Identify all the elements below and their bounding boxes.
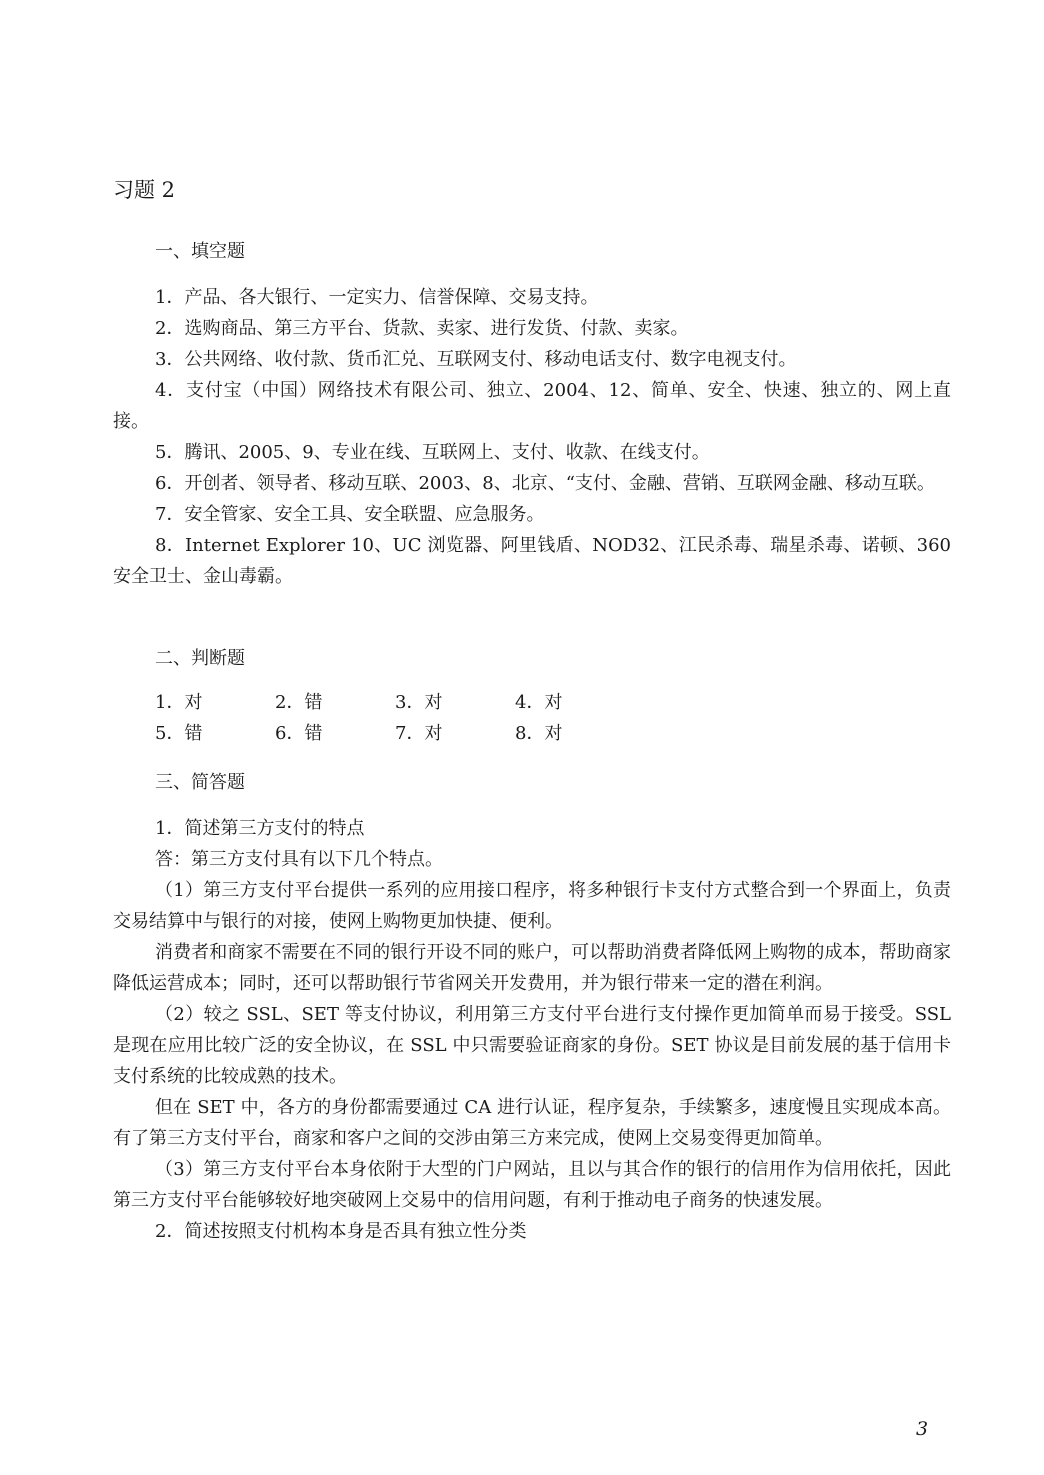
answer-row xyxy=(155,718,635,749)
page-number: 3 xyxy=(916,1418,929,1440)
section-heading-short-answer: 三、简答题 xyxy=(155,772,245,793)
true-false-answers xyxy=(155,687,635,749)
answer-intro: 答：第三方支付具有以下几个特点。 xyxy=(155,849,443,870)
short-answer-body xyxy=(113,813,951,1247)
answer-paragraph: 但在 SET 中，各方的身份都需要通过 CA 进行认证，程序复杂，手续繁多，速度慢且实现成本高。有了第三方支付平台，商家和客户之间的交涉由第三方来完成，使网上交易变得更加简单。 xyxy=(113,1097,951,1149)
question-2: 2．简述按照支付机构本身是否具有独立性分类 xyxy=(155,1221,527,1242)
question-1: 1．简述第三方支付的特点 xyxy=(155,818,365,839)
answer-cell: 3．对 xyxy=(395,692,443,713)
answer-item: 2．选购商品、第三方平台、货款、卖家、进行发货、付款、卖家。 xyxy=(155,318,689,339)
answer-item: 6．开创者、领导者、移动互联、2003、8、北京、“支付、金融、营销、互联网金融、移动互联。 xyxy=(155,473,935,494)
answer-item: 4．支付宝（中国）网络技术有限公司、独立、2004、12、简单、安全、快速、独立的、网上直接。 xyxy=(113,380,951,432)
answer-cell: 1．对 xyxy=(155,692,203,713)
answer-paragraph: （2）较之 SSL、SET 等支付协议，利用第三方支付平台进行支付操作更加简单而易于接受。SSL 是现在应用比较广泛的安全协议，在 SSL 中只需要验证商家的身份。SET 协议是目前发展的基于信用卡支付系统的比较成熟的技术。 xyxy=(113,1004,951,1087)
answer-item: 8．Internet Explorer 10、UC 浏览器、阿里钱盾、NOD32、江民杀毒、瑞星杀毒、诺顿、360 安全卫士、金山毒霸。 xyxy=(113,535,951,587)
answer-cell: 6．错 xyxy=(275,723,323,744)
answer-item: 3．公共网络、收付款、货币汇兑、互联网支付、移动电话支付、数字电视支付。 xyxy=(155,349,797,370)
section-heading-fill-blank: 一、填空题 xyxy=(155,241,245,262)
answer-cell: 4．对 xyxy=(515,692,563,713)
answer-row xyxy=(155,687,635,718)
answer-cell: 8．对 xyxy=(515,723,563,744)
fill-blank-answers xyxy=(113,282,951,592)
answer-item: 5．腾讯、2005、9、专业在线、互联网上、支付、收款、在线支付。 xyxy=(155,442,710,463)
answer-cell: 5．错 xyxy=(155,723,203,744)
exercise-title: 习题 2 xyxy=(113,178,176,202)
answer-cell: 7．对 xyxy=(395,723,443,744)
answer-paragraph: （1）第三方支付平台提供一系列的应用接口程序，将多种银行卡支付方式整合到一个界面上，负责交易结算中与银行的对接，使网上购物更加快捷、便利。 xyxy=(113,880,951,932)
answer-cell: 2．错 xyxy=(275,692,323,713)
answer-paragraph: 消费者和商家不需要在不同的银行开设不同的账户，可以帮助消费者降低网上购物的成本，帮助商家降低运营成本；同时，还可以帮助银行节省网关开发费用，并为银行带来一定的潜在利润。 xyxy=(113,942,951,994)
answer-item: 1．产品、各大银行、一定实力、信誉保障、交易支持。 xyxy=(155,287,599,308)
answer-paragraph: （3）第三方支付平台本身依附于大型的门户网站，且以与其合作的银行的信用作为信用依托，因此第三方支付平台能够较好地突破网上交易中的信用问题，有利于推动电子商务的快速发展。 xyxy=(113,1159,951,1211)
section-heading-true-false: 二、判断题 xyxy=(155,648,245,669)
answer-item: 7．安全管家、安全工具、安全联盟、应急服务。 xyxy=(155,504,545,525)
